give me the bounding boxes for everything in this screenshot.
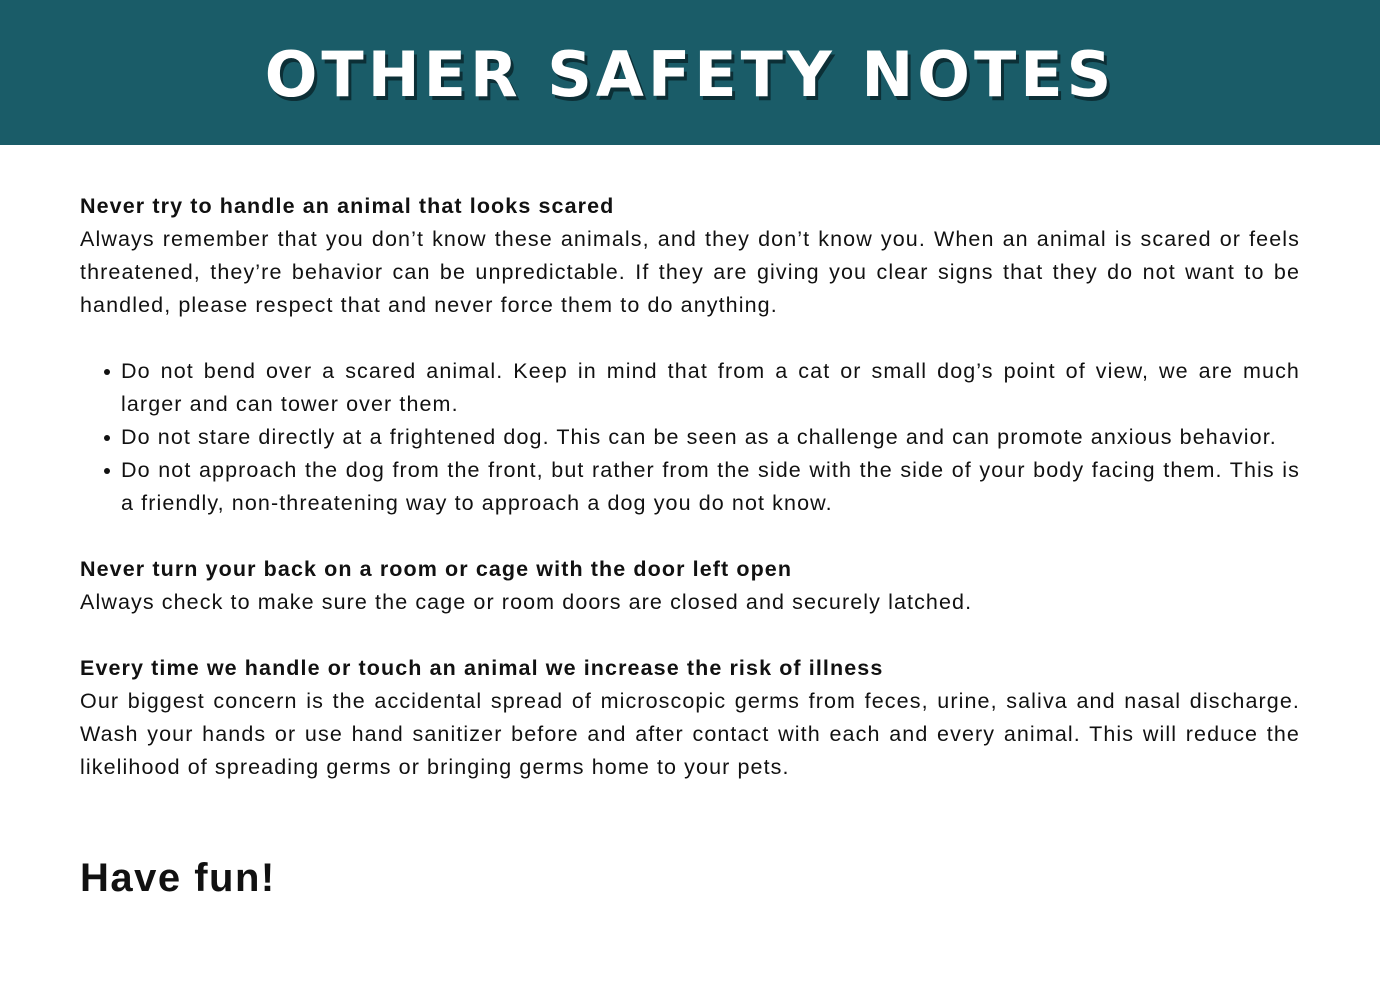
list-item: Do not approach the dog from the front, but rather from the side with the side of your body facing them. This is a friendly, non-threatening way to approach a dog you do not know. xyxy=(121,454,1300,520)
spacer xyxy=(80,322,1300,355)
spacer xyxy=(80,520,1300,553)
section-body-scared-animal: Always remember that you don’t know these animals, and they don’t know you. When an animal is scared or feels threatened, they’re behavior can be unpredictable. If they are giving you clear signs that they do not want to be handled, please respect that and never force them to do anything. xyxy=(80,227,1300,317)
bullet-list xyxy=(80,355,1300,520)
section-body-illness-risk: Our biggest concern is the accidental spread of microscopic germs from feces, urine, saliva and nasal discharge. Wash your hands or use hand sanitizer before and after contact with each and every animal. This will reduce the likelihood of spreading germs or bringing germs home to your pets. xyxy=(80,689,1300,779)
document-body xyxy=(80,190,1300,784)
list-item: Do not stare directly at a frightened dog. This can be seen as a challenge and can promote anxious behavior. xyxy=(121,421,1300,454)
section-heading-illness-risk: Every time we handle or touch an animal we increase the risk of illness xyxy=(80,656,884,680)
page-header xyxy=(0,0,1380,145)
list-item: Do not bend over a scared animal. Keep in mind that from a cat or small dog’s point of view, we are much larger and can tower over them. xyxy=(121,355,1300,421)
section-body-open-door: Always check to make sure the cage or room doors are closed and securely latched. xyxy=(80,590,973,614)
closing-message: Have fun! xyxy=(80,856,276,900)
section-heading-open-door: Never turn your back on a room or cage with the door left open xyxy=(80,557,793,581)
section-heading-scared-animal: Never try to handle an animal that looks scared xyxy=(80,194,615,218)
page-title: OTHER SAFETY NOTES xyxy=(264,37,1116,111)
spacer xyxy=(80,619,1300,652)
